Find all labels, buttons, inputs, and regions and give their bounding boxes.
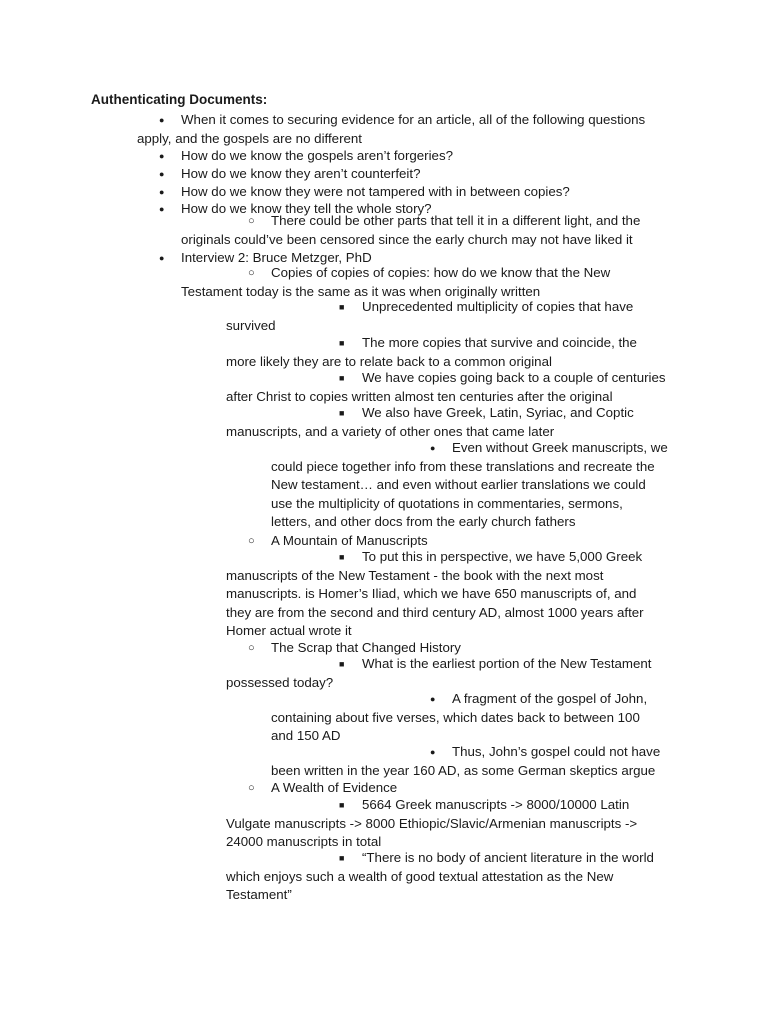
list-item-line: A Mountain of Manuscripts: [271, 533, 428, 548]
list-item-line: The Scrap that Changed History: [271, 640, 461, 655]
list-item-line: Vulgate manuscripts -> 8000 Ethiopic/Slavic/Armenian manuscripts ->: [226, 815, 638, 831]
bullet-dot-icon: ●: [430, 747, 436, 757]
list-item-line: Even without Greek manuscripts, we: [452, 440, 668, 455]
list-item-line: been written in the year 160 AD, as some German skeptics argue: [271, 762, 656, 778]
list-item-line: “There is no body of ancient literature in the world: [362, 850, 654, 865]
list-item-line: survived: [226, 317, 276, 333]
list-item-line: Thus, John’s gospel could not have: [452, 744, 661, 759]
list-item-line: A Wealth of Evidence: [271, 780, 398, 795]
list-item-line: Unprecedented multiplicity of copies that have: [362, 299, 634, 314]
list-item-line: letters, and other docs from the early church fathers: [271, 514, 576, 530]
bullet-circle-icon: ○: [248, 267, 255, 279]
bullet-square-icon: ■: [339, 659, 345, 669]
list-item-line: manuscripts. is Homer’s Iliad, which we have 650 manuscripts of, and: [226, 586, 637, 602]
list-item-line: How do we know they aren’t counterfeit?: [181, 166, 421, 181]
list-item-line: after Christ to copies written almost ten centuries after the original: [226, 388, 613, 404]
list-item-line: How do we know the gospels aren’t forgeries?: [181, 148, 453, 163]
bullet-square-icon: ■: [339, 302, 345, 312]
bullet-square-icon: ■: [339, 373, 345, 383]
list-item-line: To put this in perspective, we have 5,000 Greek: [362, 549, 643, 564]
list-item-line: How do we know they were not tampered with in between copies?: [181, 184, 570, 199]
bullet-square-icon: ■: [339, 853, 345, 863]
bullet-square-icon: ■: [339, 338, 345, 348]
list-item-line: There could be other parts that tell it in a different light, and the: [271, 213, 641, 228]
list-item-line: Testament”: [226, 887, 292, 903]
bullet-dot-icon: ●: [430, 443, 436, 453]
bullet-square-icon: ■: [339, 552, 345, 562]
list-item-line: containing about five verses, which dates back to between 100: [271, 709, 640, 725]
bullet-dot-icon: ●: [430, 694, 436, 704]
bullet-circle-icon: ○: [248, 215, 255, 227]
bullet-square-icon: ■: [339, 408, 345, 418]
list-item-line: We have copies going back to a couple of centuries: [362, 370, 666, 385]
list-item-line: 5664 Greek manuscripts -> 8000/10000 Latin: [362, 797, 630, 812]
list-item-line: How do we know they tell the whole story?: [181, 201, 432, 216]
list-item-line: manuscripts, and a variety of other ones that came later: [226, 423, 555, 439]
bullet-circle-icon: ○: [248, 642, 255, 654]
list-item-line: Interview 2: Bruce Metzger, PhD: [181, 250, 372, 265]
bullet-dot-icon: ●: [159, 187, 165, 197]
list-item-line: When it comes to securing evidence for an article, all of the following questions: [181, 112, 646, 127]
list-item-line: Copies of copies of copies: how do we know that the New: [271, 265, 611, 280]
bullet-dot-icon: ●: [159, 115, 165, 125]
list-item-line: originals could’ve been censored since the early church may not have liked it: [181, 231, 633, 247]
list-item-line: What is the earliest portion of the New Testament: [362, 656, 652, 671]
list-item-line: and 150 AD: [271, 728, 341, 744]
list-item-line: which enjoys such a wealth of good textual attestation as the New: [226, 868, 614, 884]
list-item-line: 24000 manuscripts in total: [226, 834, 382, 850]
list-item-line: We also have Greek, Latin, Syriac, and Coptic: [362, 405, 634, 420]
bullet-dot-icon: ●: [159, 204, 165, 214]
list-item-line: The more copies that survive and coincide, the: [362, 335, 637, 350]
bullet-dot-icon: ●: [159, 151, 165, 161]
bullet-circle-icon: ○: [248, 782, 255, 794]
bullet-circle-icon: ○: [248, 535, 255, 547]
list-item-line: use the multiplicity of quotations in commentaries, sermons,: [271, 495, 623, 511]
bullet-dot-icon: ●: [159, 253, 165, 263]
list-item-line: could piece together info from these translations and recreate the: [271, 458, 655, 474]
document-title: Authenticating Documents:: [91, 92, 268, 107]
list-item-line: manuscripts of the New Testament - the book with the next most: [226, 567, 604, 583]
list-item-line: possessed today?: [226, 674, 334, 690]
list-item-line: apply, and the gospels are no different: [137, 130, 362, 146]
list-item-line: A fragment of the gospel of John,: [452, 691, 648, 706]
list-item-line: Testament today is the same as it was when originally written: [181, 283, 541, 299]
list-item-line: more likely they are to relate back to a common original: [226, 353, 552, 369]
list-item-line: New testament… and even without earlier translations we could: [271, 477, 646, 493]
bullet-dot-icon: ●: [159, 169, 165, 179]
list-item-line: they are from the second and third century AD, almost 1000 years after: [226, 604, 644, 620]
bullet-square-icon: ■: [339, 800, 345, 810]
list-item-line: Homer actual wrote it: [226, 623, 352, 639]
